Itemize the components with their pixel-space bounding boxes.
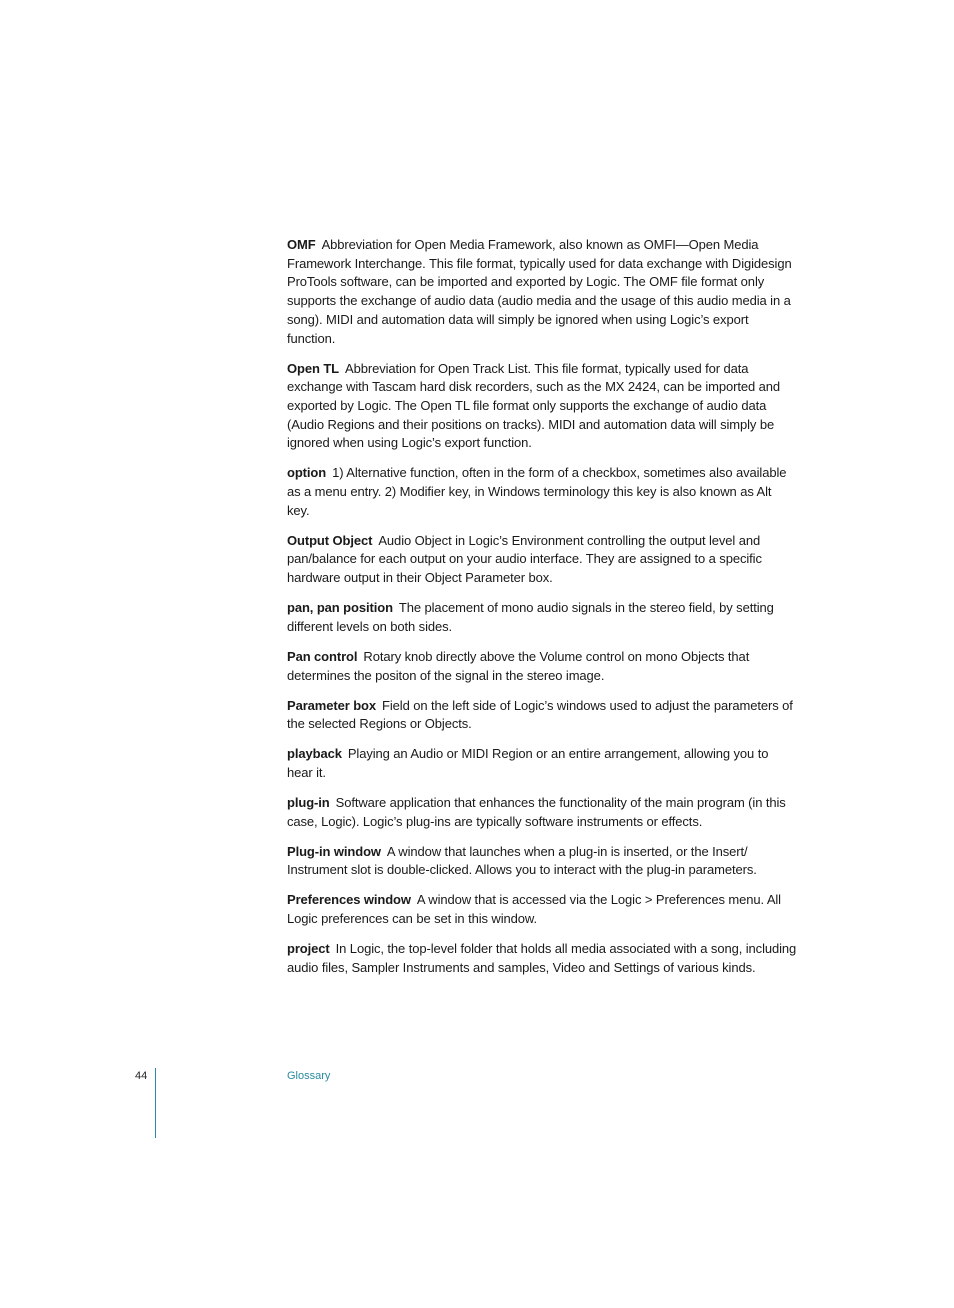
glossary-definition: In Logic, the top-level folder that holds all media associated with a song, including audio files, Sampler Instruments and samples, Video and Settings of various kinds.	[287, 941, 797, 975]
glossary-term: Output Object	[287, 532, 373, 548]
glossary-content	[287, 236, 797, 989]
glossary-entry-plug-in-window	[287, 843, 797, 880]
glossary-definition: Field on the left side of Logic’s windows used to adjust the parameters of the selected Regions or Objects.	[287, 697, 793, 732]
glossary-term: playback	[287, 746, 342, 762]
glossary-term: option	[287, 465, 327, 481]
glossary-entry-output-object	[287, 532, 797, 588]
footer-divider	[155, 1068, 156, 1138]
glossary-term: Preferences window	[287, 892, 411, 908]
glossary-definition: Rotary knob directly above the Volume control on mono Objects that determines the positon of the signal in the stereo image.	[287, 648, 750, 683]
footer-section-label: Glossary	[287, 1070, 331, 1082]
glossary-definition: Audio Object in Logic’s Environment controlling the output level and pan/balance for each output on your audio interface. They are assigned to a specific hardware output in their Object Parameter box.	[287, 532, 762, 586]
glossary-entry-pan-position	[287, 599, 797, 636]
glossary-definition: A window that launches when a plug-in is inserted, or the Insert/ Instrument slot is double-clicked. Allows you to interact with the plug-in parameters.	[287, 843, 757, 878]
glossary-entry-project	[287, 940, 797, 977]
glossary-term: OMF	[287, 237, 316, 252]
glossary-entry-parameter-box	[287, 697, 797, 734]
glossary-definition: Software application that enhances the functionality of the main program (in this case, Logic). Logic’s plug-ins are typically software instruments or effects.	[287, 794, 786, 829]
glossary-entry-open-tl	[287, 360, 797, 454]
glossary-definition: Playing an Audio or MIDI Region or an entire arrangement, allowing you to hear it.	[287, 746, 769, 780]
glossary-term: Parameter box	[287, 697, 377, 713]
glossary-entry-omf	[287, 236, 797, 348]
glossary-definition: Abbreviation for Open Track List. This file format, typically used for data exchange with Tascam hard disk recorders, such as the MX 2424, can be imported and exported by Logic. The Open TL file format only supports the exchange of audio data (Audio Regions and their positions on tracks). MIDI and automation data will simply be ignored when using Logic’s export function.	[287, 360, 781, 451]
glossary-definition: The placement of mono audio signals in the stereo field, by setting different levels on both sides.	[287, 600, 774, 634]
glossary-entry-plug-in	[287, 794, 797, 831]
glossary-entry-pan-control	[287, 648, 797, 685]
glossary-term: Pan control	[287, 648, 358, 664]
glossary-definition: A window that is accessed via the Logic > Preferences menu. All Logic preferences can be set in this window.	[287, 892, 781, 927]
glossary-entry-preferences-window	[287, 891, 797, 928]
glossary-term: plug-in	[287, 794, 330, 810]
page-number: 44	[135, 1070, 148, 1082]
glossary-definition: 1) Alternative function, often in the form of a checkbox, sometimes also available as a menu entry. 2) Modifier key, in Windows terminology this key is also known as Alt key.	[287, 465, 787, 518]
glossary-definition: Abbreviation for Open Media Framework, also known as OMFI—Open Media Framework Interchange. This file format, typically used for data exchange with Digidesign ProTools software, can be imported and exported by Logic. The OMF file format only supports the exchange of audio data (audio media and the usage of this audio media in a song). MIDI and automation data will simply be ignored when using Logic’s export function.	[287, 237, 792, 346]
glossary-term: Open TL	[287, 360, 340, 376]
glossary-term: project	[287, 941, 330, 957]
glossary-entry-option	[287, 464, 797, 520]
glossary-entry-playback	[287, 745, 797, 782]
glossary-term: Plug-in window	[287, 843, 381, 859]
glossary-term: pan, pan position	[287, 600, 393, 616]
